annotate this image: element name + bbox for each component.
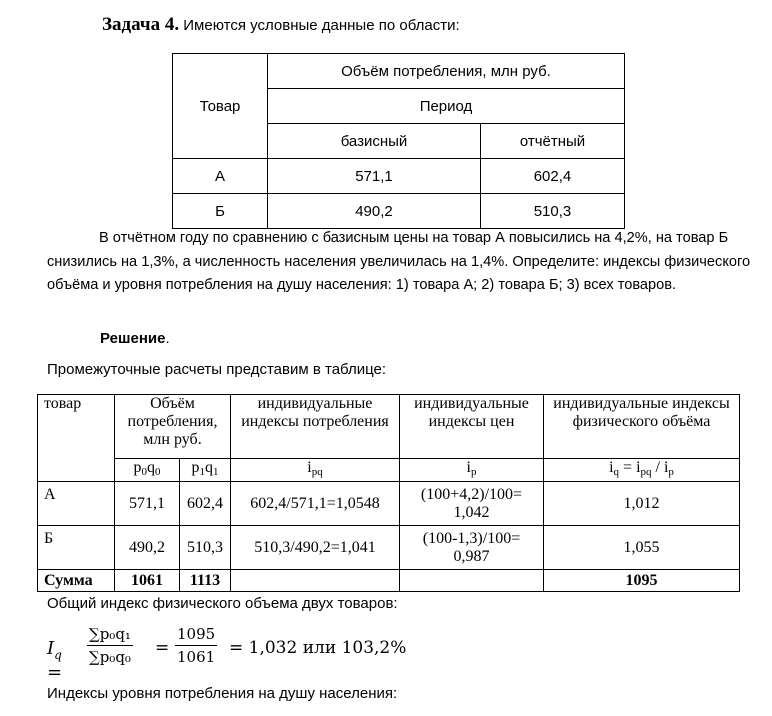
table1-cell-report: 510,3 <box>481 194 625 229</box>
table2-subheader-ipq: $i_{pq}$ <box>231 459 400 482</box>
table2-cell-ip-line2: 1,042 <box>453 503 490 521</box>
table1-cell-report: 602,4 <box>481 159 625 194</box>
table2-total-ip <box>400 570 544 592</box>
table-row <box>38 482 740 526</box>
table2-header-ind-consumption: индивидуальные индексы потребления <box>231 395 400 459</box>
table-row <box>173 159 625 194</box>
table-row <box>173 194 625 229</box>
solution-label: Решение <box>100 330 166 347</box>
formula-fraction-symbolic <box>87 625 133 666</box>
source-data-table <box>172 53 625 229</box>
table1-header-base: базисный <box>268 124 481 159</box>
general-index-caption: Общий индекс физического объема двух товаров: <box>47 595 398 612</box>
table2-header-ind-prices: индивидуальные индексы цен <box>400 395 544 459</box>
table2-header-ind-physical: индивидуальные индексы физического объёма <box>544 395 740 459</box>
table2-total-label: Сумма <box>38 570 115 592</box>
solution-heading <box>100 330 170 347</box>
task-text: Имеются условные данные по области: <box>179 17 460 34</box>
task-title: Задача 4 <box>102 14 175 35</box>
table2-cell-product: А <box>38 482 115 526</box>
table2-cell-ipq: 510,3/490,2=1,041 <box>231 526 400 570</box>
formula-numerator: ∑p₀q₁ <box>87 625 133 646</box>
table-row <box>38 526 740 570</box>
condition-text: В отчётном году по сравнению с базисным цены на товар А повысились на 4,2%, на товар Б снизились на 1,3%, а численность населения увеличилась на 1,4%. Определите: индексы физического объёма и уровня потребления на душу населения: 1) товара А; 2) товара Б; 3) всех товаров. <box>47 230 751 293</box>
table-row-total <box>38 570 740 592</box>
table1-cell-product: А <box>173 159 268 194</box>
table2-total-ipq <box>231 570 400 592</box>
formula-fraction-numeric <box>175 625 217 666</box>
table2-cell-ip <box>400 482 544 526</box>
table2-cell-ipq: 602,4/571,1=1,0548 <box>231 482 400 526</box>
table2-subheader-p1q1: $p_1q_1$ <box>180 459 231 482</box>
table2-subheader-ip: $i_p$ <box>400 459 544 482</box>
table2-total-p1q1: 1113 <box>180 570 231 592</box>
formula-result: = 1,032 или 103,2% <box>229 638 407 658</box>
table2-cell-iq: 1,012 <box>544 482 740 526</box>
table2-cell-p0q0: 571,1 <box>115 482 180 526</box>
solution-dot: . <box>165 330 170 347</box>
table1-cell-base: 571,1 <box>268 159 481 194</box>
table1-header-period: Период <box>268 89 625 124</box>
table2-cell-ip-line2: 0,987 <box>453 547 490 565</box>
table1-header-product: Товар <box>173 54 268 159</box>
table2-cell-ip-line1: (100+4,2)/100= <box>420 485 523 503</box>
table2-cell-ip-line1: (100-1,3)/100= <box>422 529 521 547</box>
table2-cell-p0q0: 490,2 <box>115 526 180 570</box>
formula-denominator-value: 1061 <box>177 648 216 666</box>
table2-cell-iq: 1,055 <box>544 526 740 570</box>
task-heading <box>102 14 460 36</box>
table2-subheader-p0q0: $p_0q_0$ <box>115 459 180 482</box>
task-title-dot: . <box>174 14 180 35</box>
table2-subheader-iq: $i_q = i_{pq} / i_p$ <box>544 459 740 482</box>
table2-total-iq: 1095 <box>544 570 740 592</box>
formula-lhs: $I_q$ = <box>47 638 63 683</box>
table2-cell-ip <box>400 526 544 570</box>
table2-cell-product: Б <box>38 526 115 570</box>
per-capita-caption: Индексы уровня потребления на душу населения: <box>47 685 398 702</box>
table2-cell-p1q1: 602,4 <box>180 482 231 526</box>
table1-header-report: отчётный <box>481 124 625 159</box>
table2-header-volume: Объём потребления, млн руб. <box>115 395 231 459</box>
formula-denominator: ∑p₀q₀ <box>89 648 131 666</box>
calculation-table <box>37 394 740 592</box>
table1-header-volume: Объём потребления, млн руб. <box>268 54 625 89</box>
formula-equals: = <box>155 638 170 658</box>
table1-cell-product: Б <box>173 194 268 229</box>
formula-numerator-value: 1095 <box>175 625 217 646</box>
table2-header-product: товар <box>38 395 115 482</box>
condition-paragraph <box>47 227 759 298</box>
table2-total-p0q0: 1061 <box>115 570 180 592</box>
solution-intro: Промежуточные расчеты представим в таблице: <box>47 361 387 378</box>
table1-cell-base: 490,2 <box>268 194 481 229</box>
table2-cell-p1q1: 510,3 <box>180 526 231 570</box>
